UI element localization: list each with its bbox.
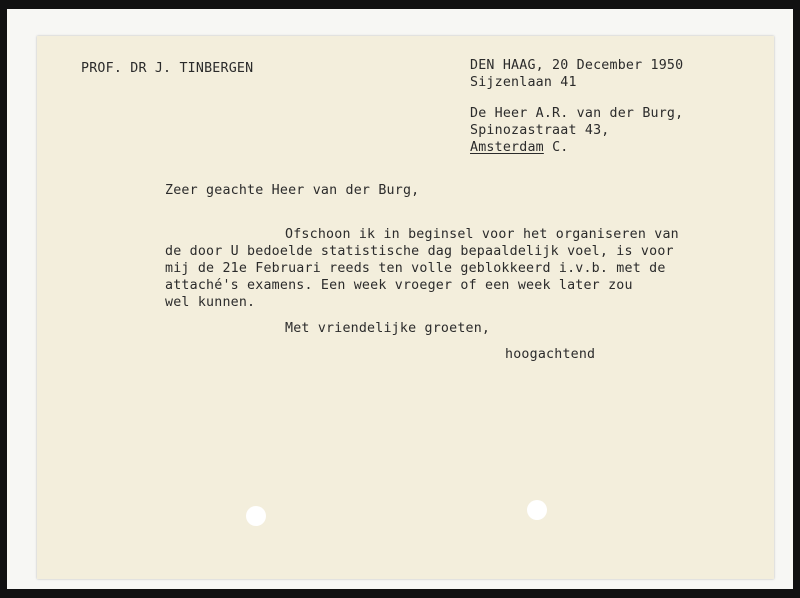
recipient-name: De Heer A.R. van der Burg, xyxy=(470,106,684,121)
scan-background xyxy=(7,9,793,589)
recipient-city-name: Amsterdam xyxy=(470,140,544,155)
body-line: wel kunnen. xyxy=(165,295,256,310)
sender-street: Sijzenlaan 41 xyxy=(470,75,577,90)
signoff-line: hoogachtend xyxy=(505,347,596,362)
sender-name: PROF. DR J. TINBERGEN xyxy=(81,61,254,76)
salutation: Zeer geachte Heer van der Burg, xyxy=(165,183,420,198)
closing-line: Met vriendelijke groeten, xyxy=(285,321,491,336)
body-line: Ofschoon ik in beginsel voor het organiseren van xyxy=(285,227,679,242)
punch-hole-right xyxy=(527,500,547,520)
place-date: DEN HAAG, 20 December 1950 xyxy=(470,58,684,73)
recipient-city-suffix: C. xyxy=(543,140,569,155)
body-line: attaché's examens. Een week vroeger of een week later zou xyxy=(165,278,633,293)
letter-sheet xyxy=(37,36,774,579)
body-line: mij de 21e Februari reeds ten volle geblokkeerd i.v.b. met de xyxy=(165,261,666,276)
punch-hole-left xyxy=(246,506,266,526)
recipient-street: Spinozastraat 43, xyxy=(470,123,610,138)
recipient-city xyxy=(470,139,568,156)
body-line: de door U bedoelde statistische dag bepaaldelijk voel, is voor xyxy=(165,244,674,259)
